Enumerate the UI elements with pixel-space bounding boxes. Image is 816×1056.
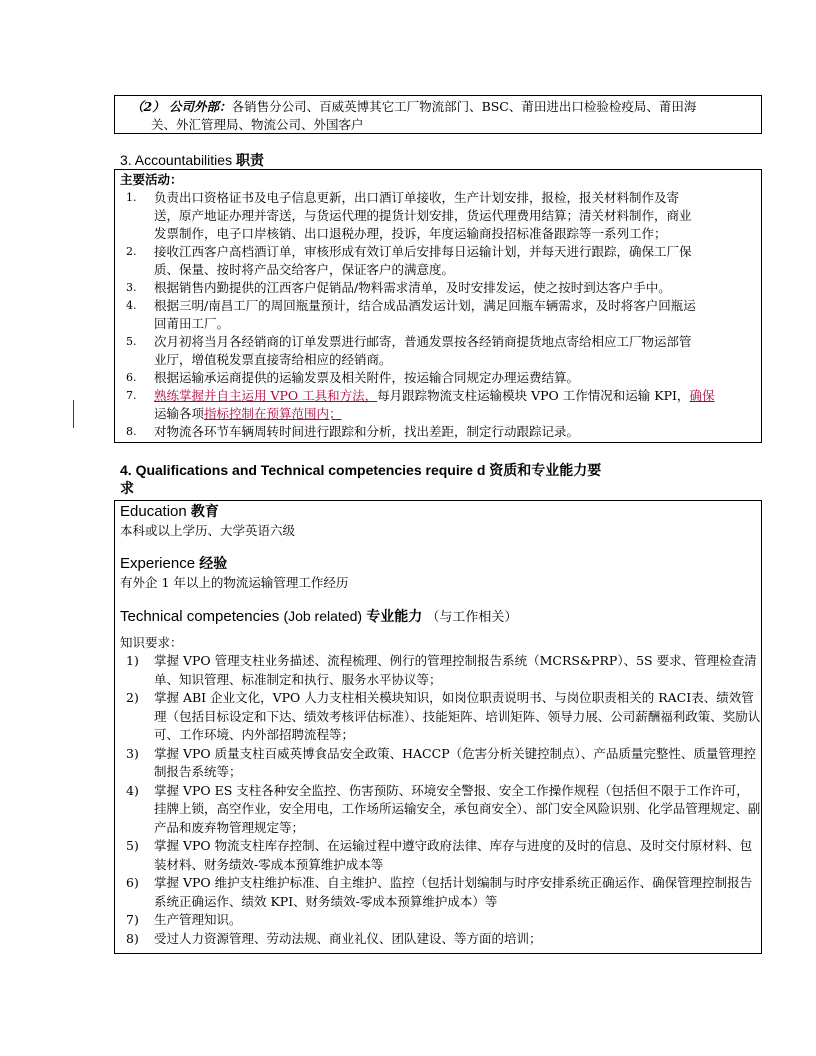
list-item-line: 掌握 VPO 物流支柱库存控制、在运输过程中遵守政府法律、库存与进度的及时的信息、及时交付 bbox=[154, 838, 690, 853]
list-item-number: 6. bbox=[126, 371, 137, 384]
list-item-line: 司薪酬福利政策、奖励认可、工作环境、内外部招聘流程等； bbox=[154, 708, 761, 742]
list-item-number: 2. bbox=[126, 245, 137, 258]
list-item-line: 生产管理知识。 bbox=[154, 912, 242, 927]
revision-margin-mark bbox=[73, 400, 74, 428]
list-item-line: 别、化学品管理规定、副产品和废弃物管理规定等； bbox=[154, 801, 761, 835]
external-contacts-box bbox=[114, 95, 762, 134]
list-item: 7. 熟练掌握并自主运用 VPO 工具和方法，每月跟踪物流支柱运输模块 VPO 工作情况和运输 KPI，确保 运输各项指标控制在预算范围内； bbox=[126, 388, 715, 421]
list-item bbox=[120, 837, 761, 874]
list-item bbox=[120, 333, 761, 369]
list-item-line: 掌握 VPO ES 支柱各种安全监控、伤害预防、环境安全警报、安全工作操作规程（包括但不限于工 bbox=[154, 782, 699, 798]
list-item-number: 7) bbox=[126, 912, 139, 927]
list-item-line: 掌握 VPO 管理支柱业务描述、流程梳理、例行的管理控制报告系统（MCRS&PRP）、5S 要求、管 bbox=[154, 653, 707, 668]
list-item-line: 次月初将当月各经销商的订单发票进行邮寄，普通发票按各经销商提货地点寄给相应工厂物运部管 bbox=[154, 334, 692, 349]
external-contacts-line-1: （2） 公司外部：各销售分公司、百威英博其它工厂物流部门、BSC、莆田进出口检验检疫局、莆田海 bbox=[131, 99, 697, 114]
list-item-line: 控制报告系统正确运作、绩效 KPI、财务绩效-零成本预算维护成本）等 bbox=[154, 875, 753, 909]
list-item-line: 表、绩效管理（包括目标设定和下达、绩效考核评估标准）、技能矩阵、培训矩阵、领导力展、公 bbox=[154, 690, 754, 724]
list-item-line: 理检查清单、知识管理、标准制定和执行、服务水平协议等； bbox=[154, 653, 757, 687]
list-item-line: 送，原产地证办理并寄送，与货运代理的提货计划安排，货运代理费用结算；清关材料制作，商业 bbox=[154, 208, 692, 223]
list-item-number: 2) bbox=[126, 690, 139, 705]
list-item bbox=[120, 745, 761, 782]
list-item-line: 接收江西客户高档酒订单，审核形成有效订单后安排每日运输计划，并每天进行跟踪，确保工厂保 bbox=[154, 244, 692, 259]
list-item-number: 3) bbox=[126, 745, 139, 761]
list-item-line: 根据销售内勤提供的江西客户促销品/物料需求清单，及时安排发运，使之按时到达客户手中。 bbox=[154, 280, 671, 295]
section-4-title-line-2: 求 bbox=[120, 481, 134, 497]
section-3-heading bbox=[120, 150, 264, 170]
list-item-line: 掌握 VPO 质量支柱百威英博食品安全政策、HACCP（危害分析关键控制点）、产品质量完整性、 bbox=[154, 745, 694, 761]
list-item bbox=[120, 874, 761, 911]
list-item-line: 质量管理控制报告系统等； bbox=[154, 745, 756, 779]
main-activities-label: 主要活动： bbox=[120, 172, 183, 187]
list-item-line: 负责出口资格证书及电子信息更新，出口酒订单接收，生产计划安排，报检，报关材料制作及寄 bbox=[154, 190, 680, 205]
list-item-line: 掌握 VPO 维护支柱维护标准、自主维护、监控（包括计划编制与时序安排系统正确运作、确保管理 bbox=[154, 875, 703, 890]
section-4-title-line-1: 4. Qualifications and Technical competencies require d 资质和专业能力要 bbox=[120, 462, 602, 478]
list-item-number: 5) bbox=[126, 838, 139, 853]
budget-emphasis: 指标控制在预算范围内； bbox=[204, 406, 342, 421]
list-item bbox=[120, 782, 761, 838]
experience-text: 有外企 1 年以上的物流运输管理工作经历 bbox=[120, 575, 349, 590]
external-contacts-line-2: 关、外汇管理局、物流公司、外国客户 bbox=[151, 117, 364, 132]
list-item-line: 业厅，增值税发票直接寄给相应的经销商。 bbox=[154, 352, 392, 367]
list-item bbox=[120, 279, 761, 297]
section-3-title-cn: 职责 bbox=[235, 153, 264, 169]
list-item bbox=[120, 369, 761, 387]
accountabilities-list-tail bbox=[120, 387, 761, 441]
list-item-number: 1) bbox=[126, 653, 139, 668]
list-item bbox=[120, 911, 761, 930]
education-heading: Education 教育 bbox=[120, 503, 219, 520]
experience-heading: Experience 经验 bbox=[120, 555, 228, 572]
knowledge-list bbox=[120, 652, 761, 948]
list-item: 8. 对物流各环节车辆周转时间进行跟踪和分析，找出差距，制定行动跟踪记录。 bbox=[126, 424, 580, 439]
list-item bbox=[120, 652, 761, 689]
list-item-number: 6) bbox=[126, 875, 139, 890]
list-item-line: 根据运输承运商提供的运输发票及相关附件，按运输合同规定办理运费结算。 bbox=[154, 370, 580, 385]
technical-competencies-heading: Technical competencies (Job related) 专业能力 （与工作相关） bbox=[120, 608, 518, 625]
list-item bbox=[120, 689, 761, 745]
list-item-line: 根据三明/南昌工厂的周回瓶量预计，结合成品酒发运计划，满足回瓶车辆需求，及时将客户回瓶运 bbox=[154, 298, 696, 313]
list-item-line: 质、保量、按时将产品交给客户，保证客户的满意度。 bbox=[154, 262, 455, 277]
knowledge-label: 知识要求： bbox=[120, 635, 183, 650]
list-item-line: 受过人力资源管理、劳动法规、商业礼仪、团队建设、等方面的培训； bbox=[154, 930, 542, 946]
list-item-number: 8) bbox=[126, 930, 139, 946]
list-item bbox=[120, 297, 761, 333]
section-3-title-en: 3. Accountabilities bbox=[120, 152, 233, 168]
list-item-line: 发票制作，电子口岸核销、出口退税办理，投诉，年度运输商投招标准备跟踪等一系列工作； bbox=[154, 226, 667, 241]
list-item-line: 作许可，挂牌上锁，高空作业，安全用电，工作场所运输安全，承包商安全）、部门安全风险识 bbox=[154, 782, 749, 816]
list-item-number: 3. bbox=[126, 281, 137, 294]
list-item-number: 4) bbox=[126, 782, 139, 798]
qualifications-box bbox=[114, 500, 762, 954]
section-4-heading bbox=[120, 461, 601, 499]
list-item-number: 1. bbox=[126, 191, 137, 204]
accountabilities-list bbox=[120, 189, 761, 387]
list-item-line: 原材料、包装材料、财务绩效-零成本预算维护成本等 bbox=[154, 838, 753, 872]
list-item bbox=[120, 189, 761, 243]
education-text: 本科或以上学历、大学英语六级 bbox=[120, 523, 296, 538]
list-item-number: 4. bbox=[126, 299, 137, 312]
list-item-number: 5. bbox=[126, 335, 137, 348]
accountabilities-box bbox=[114, 169, 762, 443]
vpo-tools-emphasis: 熟练掌握并自主运用 VPO 工具和方法， bbox=[154, 388, 378, 403]
external-contacts-label: （2） 公司外部： bbox=[131, 99, 232, 114]
list-item bbox=[120, 243, 761, 279]
list-item-line: 回莆田工厂。 bbox=[154, 316, 230, 331]
list-item-line: 掌握 ABI 企业文化，VPO 人力支柱相关模块知识，如岗位职责说明书、与岗位职责相关的 RACI bbox=[154, 690, 692, 705]
list-item bbox=[120, 930, 761, 949]
